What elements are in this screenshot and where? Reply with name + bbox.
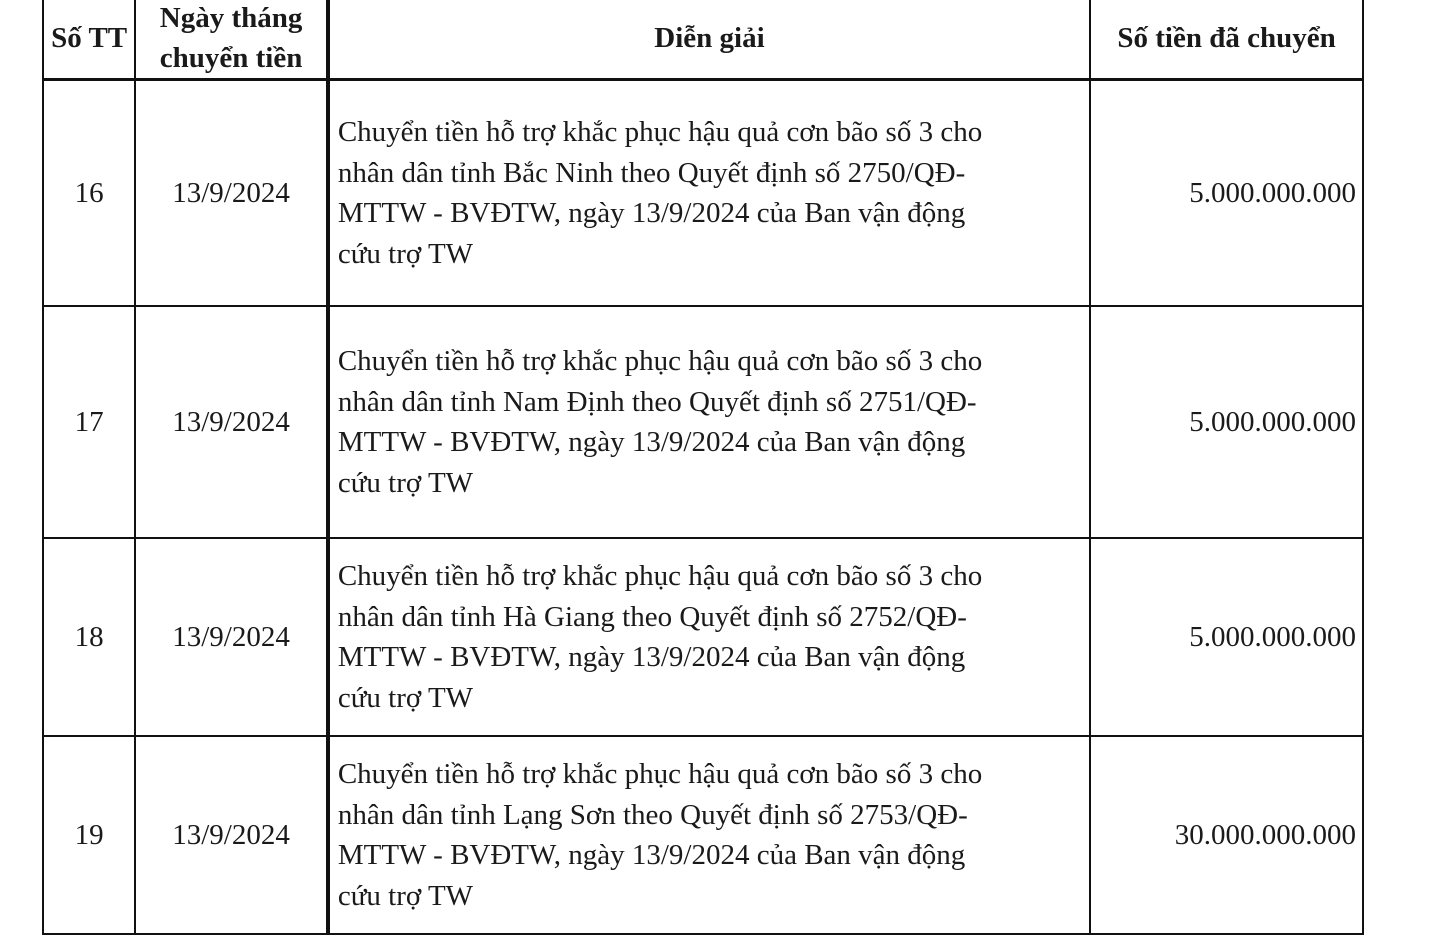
table-row bbox=[43, 538, 1363, 736]
description-line: nhân dân tỉnh Nam Định theo Quyết định số 2751/QĐ- bbox=[337, 385, 977, 418]
description-line: Chuyển tiền hỗ trợ khắc phục hậu quả cơn bão số 3 cho bbox=[337, 116, 983, 148]
row-description bbox=[328, 306, 1090, 538]
description-line: nhân dân tỉnh Lạng Sơn theo Quyết định số 2753/QĐ- bbox=[337, 798, 968, 831]
table-row bbox=[43, 306, 1363, 538]
transfer-table bbox=[42, 0, 1364, 935]
description-line: MTTW - BVĐTW, ngày 13/9/2024 của Ban vận động bbox=[337, 426, 966, 458]
description-line: cứu trợ TW bbox=[337, 237, 474, 270]
description-line: Chuyển tiền hỗ trợ khắc phục hậu quả cơn bão số 3 cho bbox=[337, 560, 983, 592]
row-description bbox=[328, 80, 1090, 307]
description-line: MTTW - BVĐTW, ngày 13/9/2024 của Ban vận động bbox=[337, 197, 966, 229]
description-line: nhân dân tỉnh Bắc Ninh theo Quyết định số 2750/QĐ- bbox=[337, 156, 966, 189]
description-line: MTTW - BVĐTW, ngày 13/9/2024 của Ban vận động bbox=[337, 839, 966, 871]
description-line: Chuyển tiền hỗ trợ khắc phục hậu quả cơn bão số 3 cho bbox=[337, 345, 983, 377]
row-date: 13/9/2024 bbox=[135, 538, 328, 736]
row-date: 13/9/2024 bbox=[135, 306, 328, 538]
table-row bbox=[43, 80, 1363, 307]
row-stt: 18 bbox=[43, 538, 135, 736]
header-stt: Số TT bbox=[43, 0, 135, 80]
header-amount: Số tiền đã chuyển bbox=[1090, 0, 1363, 80]
table-row bbox=[43, 736, 1363, 934]
row-stt: 17 bbox=[43, 306, 135, 538]
row-amount: 30.000.000.000 bbox=[1090, 736, 1363, 934]
header-date-line1: Ngày tháng bbox=[159, 2, 303, 34]
header-row bbox=[43, 0, 1363, 80]
row-amount: 5.000.000.000 bbox=[1090, 80, 1363, 307]
header-description: Diễn giải bbox=[328, 0, 1090, 80]
row-stt: 16 bbox=[43, 80, 135, 307]
description-line: Chuyển tiền hỗ trợ khắc phục hậu quả cơn bão số 3 cho bbox=[337, 758, 983, 790]
description-line: nhân dân tỉnh Hà Giang theo Quyết định số 2752/QĐ- bbox=[337, 600, 967, 633]
description-line: MTTW - BVĐTW, ngày 13/9/2024 của Ban vận động bbox=[337, 641, 966, 673]
row-date: 13/9/2024 bbox=[135, 80, 328, 307]
row-description bbox=[328, 538, 1090, 736]
row-amount: 5.000.000.000 bbox=[1090, 538, 1363, 736]
row-date: 13/9/2024 bbox=[135, 736, 328, 934]
header-date bbox=[135, 0, 328, 80]
row-description bbox=[328, 736, 1090, 934]
row-amount: 5.000.000.000 bbox=[1090, 306, 1363, 538]
header-date-line2: chuyển tiền bbox=[159, 42, 303, 74]
row-stt: 19 bbox=[43, 736, 135, 934]
description-line: cứu trợ TW bbox=[337, 466, 474, 499]
description-line: cứu trợ TW bbox=[337, 879, 474, 912]
description-line: cứu trợ TW bbox=[337, 681, 474, 714]
